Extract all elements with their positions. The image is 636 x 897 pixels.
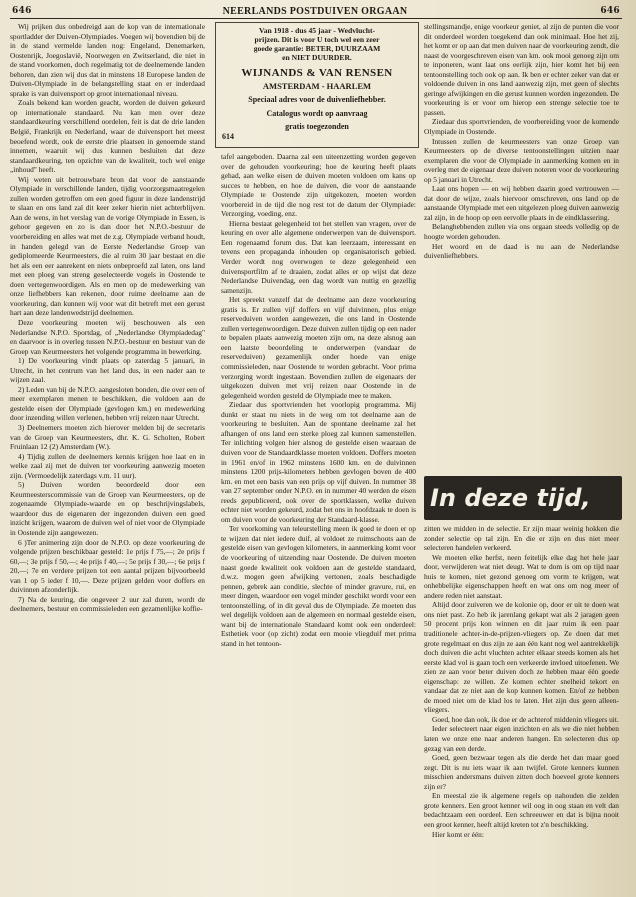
paragraph: Intussen zullen de keurmeesters van onze Groep van Keurmeesters op de diverse tentoonstellingen uitzien naar exemplaren die voor de Olympiade in aanmerking komen en in overleg met de eigenaar deze duiven noteren voor de voorkeuring op 5 januari in Utrecht.	[424, 136, 619, 184]
paragraph: 2) Leden van bij de N.P.O. aangesloten bonden, die over een of meer exemplaren menen te beschikken, die voldoen aan de gestelde eisen der Olympiade (gevlogen km.) en medewerking door inzending willen verlenen, hebben vrij reizen naar Utrecht.	[10, 384, 205, 423]
paragraph: Laat ons hopen — en wij hebben daarin goed vertrouwen — dat door de wijze, zoals hiervoor omschreven, ons land op de aanstaande Olympiade met een uitgelezen ploeg duiven aanwezig zal zijn, in de hoop op een eervolle plaats in de eindklassering.	[424, 184, 619, 222]
ad-line-3: goede garantie: BETER, DUURZAAM	[253, 44, 381, 53]
paragraph: Ter voorkoming van teleurstelling meen ik goed te doen er op te wijzen dat niet iedere duif, al voldoet ze ruimschoots aan de gestelde eisen van gevlogen kilometers, in aanmerking komt voor de voorkeuring of uitzending naar Oostende. De duiven moeten naast goede kwaliteit ook voldoen aan de gestelde standaard, d.w.z. mogen geen afwijking vertonen, zoals beschadigde pennen, gebrek aan conditie, slechte of minder gravure, rui, en meer dingen, waardoor een vogel minder geschikt wordt voor een tentoonstelling, of in dit geval dus de Olympiade. Ze moeten dus wel degelijk voldoen aan de algemeen en normaal gestelde eisen, want bij de internationale Standaard komt ook een onderdeel: Esthetiek voor (op zicht) zodat een mooie vliegduif met prima stand in het tentoon-	[221, 524, 416, 648]
ad-line-1: Van 1918 - dus 45 jaar - Wedvlucht-	[258, 26, 376, 35]
paragraph: stellingsmandje, enige voorkeur geniet, al zijn de punten die voor dit onderdeel worden toegekend dan ook minimaal. Hoe het zij, het komt er op aan dat men duiven naar de voorkeuring zendt, die naast de voorgeschreven eisen van km. ook mooi genoeg zijn om te inponeren, want laat ons eerlijk zijn, hier komt het bij een tentoonstelling toch ook op aan. Ik ben er echter zeker van dat er voldoende duiven in ons land aanwezig zijn, met geen of slechts geringe afwijkingen en die gerust kunnen worden ingezonden. De voorkeuring is er voor om hierop een strenge selectie toe te passen.	[424, 22, 619, 117]
paragraph: Wij weten uit betrouwbare bron dat voor de aanstaande Olympiade in verschillende landen, tijdig voorzorgsmaatregelen zullen worden getroffen om een goed figuur in deze landenstrijd te slaan en ons land zal dit keer zeker hierin niet achterblijven. Aan de wens, in het verslag van de vorige Olympiade in Essen, is gehoor gegeven en zo is dan door het N.P.O.-bestuur de voorbereiding en alles wat met de z.g. Olympiade verband houdt, in handen gelegd van de Eerste Nederlandse Groep van gediplomeerde Keurmeesters, die al ruim 30 jaar bestaat en die het als een eer aanrekent en niets onbeproefd zal laten, ons land met een ploeg van streng geselecteerde vogels in Oostende te doen vertegenwoordigen. Als en men op de medewerking van onze liefhebbers kan rekenen, door ruime deelname aan de voorkeuring, dan kunnen wij voor wat dit betreft met een gerust hart aan deze landenwedstrijd deelnemen.	[10, 174, 205, 318]
paragraph: We moeten elke herfst, neen feitelijk elke dag het hele jaar door, verwijderen wat niet deugt. Wat te dom is om op tijd naar huis te komen, niet gezond genoeg om vorm te krijgen, wat onhebbelijke eigenschappen heeft en wat ons om nog meer of andere reden niet aanstaat.	[424, 552, 619, 600]
page-number-left: 646	[12, 6, 32, 16]
paragraph: Zoals bekend kan worden geacht, worden de duiven gekeurd op internationale standaard. Nu kan men over deze standaardkeuring verschillend oordelen, feit is dat de drie landen België, Frankrijk en Nederland, waar de duivensport het meest beoefend wordt, ook de eerste drie plaatsen in genoemde stand innemen, waaruit wij dus kunnen besluiten dat deze standaardkeuring, ten opzichte van de kwaliteit, toch wel enige „inhoud" heeft.	[10, 98, 205, 175]
paragraph: Wij prijken dus onbedreigd aan de kop van de internationale sportladder der Duiven-Olympiades. Voegen wij bovendien bij de in de stand vermelde landen nog: Engeland, Denemarken, Oostenrijk, Joegoslavië, Noorwegen en Zwitserland, die niet in de stand voorkomen, doch regelmatig tot de deelnemende landen behoren, dan zien wij dus dat in minstens 18 Europese landen de Duiven-Olympiade in de belangstelling staat en er inderdaad sprake is van duivensport op groot internationaal niveau.	[10, 22, 205, 98]
paragraph: Het woord en de daad is nu aan de Nederlandse duivenliefhebbers.	[424, 241, 619, 261]
paragraph: Goed, geen bezwaar tegen als die derde het dan maar goed zegt. Dit is nu iets waar ik aan twijfel. Grote kenners kunnen misschien andersmans duiven zitten doch hoeveel grote kenners zijn er?	[424, 753, 619, 791]
paragraph: 1) De voorkeuring vindt plaats op zaterdag 5 januari, in Utrecht, in het centrum van het land dus, in een nader aan te wijzen zaal.	[10, 356, 205, 385]
paragraph: 7) Na de keuring, die ongeveer 2 uur zal duren, wordt de deelnemers, bestuur en commissieleden een gezamenlijke koffie-	[10, 594, 205, 614]
column-1	[10, 22, 205, 614]
paragraph: Ieder selecteert naar eigen inzichten en als we die niet hebben laten we onze ene naar anderen hangen. En selecteren dus op gezag van een derde.	[424, 724, 619, 753]
paragraph: Deze voorkeuring moeten wij beschouwen als een Nederlandse N.P.O. Sportdag, of „Nederlandse Olympiadedag" en daarvoor is in overleg tussen N.P.O.-bestuur en bestuur van de Groep van Keurmeesters het volgende programma in bewerking.	[10, 317, 205, 356]
paragraph: tafel aangeboden. Daarna zal een uiteenzetting worden gegeven over de gehouden voorkeuring; hoe de keuring heeft plaats gehad, aan welke eisen de duiven moeten voldoen om kans op succes te hebben, en hoe de duiven, die voor de aanstaande Olympiade te Oostende zijn uitgekozen, moeten worden voorbereid in de tijd die nog rest tot de datum der Olympiade: Verzorging, voeding, enz.	[221, 152, 416, 219]
paragraph: 6 )Ter animering zijn door de N.P.O. op deze voorkeuring de volgende prijzen beschikbaar gesteld: 1e prijs f 75,—; 2e prijs f 60,—; 3e prijs f 50,—; 4e prijs f 40,—; 5e prijs f 30,—; 6e prijs f 20,—; 7e en verdere prijzen tot een aantal prijzen bijvoorbeeld van 1 op 5 ieder f 10,—. Deze prijzen gelden voor doffers en duivinnen afzonderlijk.	[10, 537, 205, 595]
paragraph: Het spreekt vanzelf dat de deelname aan deze voorkeuring gratis is. Er zullen vijf doffers en vijf duivinnen, plus enige reserveduiven worden aangewezen, die ons land in Oostende zullen vertegenwoordigen. Deze duiven zullen tijdig op een nader te bepalen plaats aanwezig moeten zijn om, na deze alsnog aan een laatste beoordeling te onderwerpen (vandaar de reserveduiven) gezamenlijk onder hoede van enige commissieleden, naar Oostende te worden gebracht. Voor prima verzorging wordt ingestaan. Bovendien zullen de eigenaars der uitgekozen duiven met vrij reizen naar Oostende in de gelegenheid worden gesteld de Olympiade mee te maken.	[221, 295, 416, 400]
ad-company: WIJNANDS & VAN RENSEN	[241, 67, 393, 79]
header-rule	[10, 18, 622, 19]
paragraph: En meestal zie ik algemene regels op nahouden die zelden grote kenners. Een groot kenner wil oog in oog staan en velt dan bedachtzaam een oordeel. Een schreeuwer en dat is bijna nooit een groot kenner, heeft altijd kreten tot z'n beschikking.	[424, 791, 619, 829]
paragraph: Hierna bestaat gelegenheid tot het stellen van vragen, over de keuring en over alle algemene onderwerpen van de duivensport. Een rogenaamd forum dus. Dat kan leerzaam, interessant en tevens een propaganda inhouden op organisatorisch gebied. Verder wordt nog overwogen te deze gelegenheid een duivensportfilm af te draaien, zodat alles er op wijst dat deze Nederlandse Duivendag, een dag wordt van nuttig en gezellig samenzijn.	[221, 218, 416, 295]
paragraph: Hier komt er één:	[432, 829, 484, 839]
column-3	[424, 22, 619, 261]
paragraph: zitten we midden in de selectie. Er zijn maar weinig hokken die zonder selectie op tal zijn. En die er zijn en dus niet meer selecteren handelen verkeerd.	[424, 524, 619, 553]
ad-city: AMSTERDAM - HAARLEM	[262, 81, 372, 91]
paragraph: 5) Duiven worden beoordeeld door een Keurmeesterscommissie van de Groep van Keurmeesters, op de zogenaamde Olympiade-waarde en op beschrijvingslabels, waardoor dus de eigenaren der ingezonden duiven een goed inzicht krijgen, waarom de duiven wel of niet voor de Olympiade in Oostende zijn aangewezen.	[10, 480, 205, 537]
section-banner: In deze tijd,	[424, 476, 622, 520]
column-2	[221, 152, 416, 648]
page-header	[10, 4, 620, 18]
column-3-continued	[424, 524, 619, 839]
ad-line-2: prijzen. Dit is voor U toch wel een zeer	[254, 35, 380, 44]
paragraph: Belanghebbenden zullen via ons orgaan steeds volledig op de hoogte worden gehouden.	[424, 222, 619, 242]
ad-line-7: gratis toegezonden	[285, 122, 349, 131]
publication-title: NEERLANDS POSTDUIVEN ORGAAN	[222, 6, 408, 17]
page-number-right: 646	[600, 6, 620, 16]
paragraph: Altijd door zuiveren we de kolonie op, door er uit te doen wat ons niet past. Zo heb ik jarenlang gekapt wat als 2 jaragen geen 50 procent prijs kon winnen en dit jaar ruim ik een paar traditionele achter-in-de-prijzen-vliegers op. Ze doen dat met grote regelmaat en dus zijn ze aan één kant nog wel aantrekkelijk doch duiven die acht vluchten achter elkaar steeds komen als het eerste klad vol is gaan toch een verkeerde invloed uitoefenen. We zien ze aan voor beter duiven doch ze hebben maar één goede eigenschap: ze willen. Ze komen echter snelheid tekort en vandaar dat ze niet aan de kop kunnen komen. En/of ze hebben de moed niet om de klad los te laten. Het zijn dus geen alleen-vliegers.	[424, 600, 619, 715]
paragraph: Ziedaar dus sportvrienden, de voorbereiding voor de komende Olympiade in Oostende.	[424, 117, 619, 137]
ad-line-4: en NIET DUURDER.	[282, 53, 352, 62]
paragraph: Ziedaar dus sportvrienden het voorlopig programma. Mij dunkt er staat nu niets in de weg om tot deelname aan de voorkeuring te besluiten. Aan de spontane deelname zal het afhangen of ons land een sterke ploeg zal kunnen samenstellen. Ter inlichting volgen hier alsnog de gestelde eisen waaraan de duiven voor de Standaardklasse moeten voldoen. Doffers moeten in 1961 en/of in 1962 minstens 1600 km. en de duivinnen minstens 1200 prijs-kilometers hebben gevlogen boven de 400 km. en met een basis van een prijs op vijf duiven. In nummer 38 van 27 september onder N.P.O. en in nummer 40 werden de eisen reeds gepubliceerd, ook over de sportklassen, welke duiven echter niet worden gekeurd, zodat het ons in hoofdzaak te doen is om duiven voor de voorkeuring der Standaard-klasse.	[221, 400, 416, 524]
paragraph: Goed, hoe dan ook, ik doe er de achterof middenin vliegers uit.	[432, 714, 619, 724]
ad-line-6: Catalogus wordt op aanvraag	[266, 108, 368, 118]
paragraph: 3) Deelnemers moeten zich hierover melden bij de secretaris van de Groep van Keurmeesters, dhr. K. G. Scholten, Robert Fruinlaan 12 (2) Amsterdam (W.).	[10, 422, 205, 452]
ad-line-5: Speciaal adres voor de duivenliefhebber.	[248, 95, 386, 104]
paragraph: 4) Tijdig zullen de deelnemers kennis krijgen hoe laat en in welke zaal zij met de duiven ter voorkeuring aanwezig moeten zijn. (Vermoedelijk zaterdags v.m. 11 uur).	[10, 451, 205, 480]
advertisement-box	[215, 22, 419, 148]
ad-code: 614	[222, 132, 234, 141]
